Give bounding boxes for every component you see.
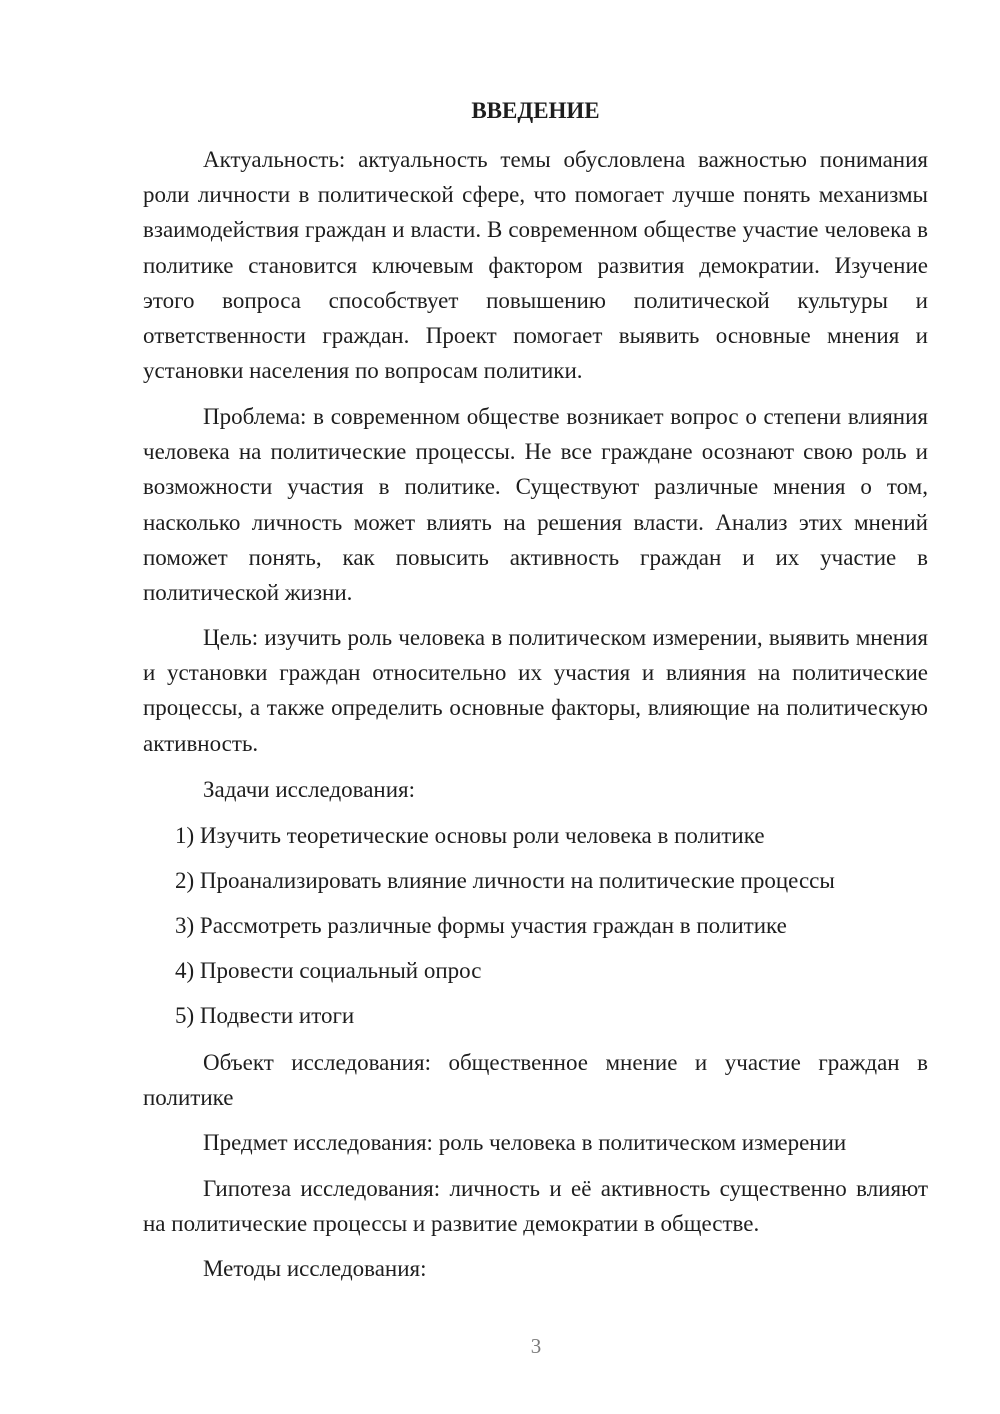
task-item: 4) Провести социальный опрос [175,958,482,983]
hypothesis-paragraph: Гипотеза исследования: личность и её активность существенно влияют на политические процессы и развитие демократии в обществе. [143,1176,928,1237]
tasks-heading: Задачи исследования: [203,777,416,802]
section-title: ВВЕДЕНИЕ [471,98,600,123]
subject-paragraph: Предмет исследования: роль человека в политическом измерении [203,1130,847,1155]
task-item: 2) Проанализировать влияние личности на политические процессы [175,868,835,893]
task-item: 1) Изучить теоретические основы роли человека в политике [175,823,765,848]
object-paragraph: Объект исследования: общественное мнение и участие граждан в политике [143,1050,928,1111]
problem-paragraph: Проблема: в современном обществе возникает вопрос о степени влияния человека на политические процессы. Не все граждане осознают свою роль и возможности участия в политике. Существуют различные мнения о том, насколько личность может влиять на решения власти. Анализ этих мнений поможет понять, как повысить активность граждан и их участие в политической жизни. [143,404,928,606]
goal-paragraph: Цель: изучить роль человека в политическом измерении, выявить мнения и установки граждан относительно их участия и влияния на политические процессы, а также определить основные факторы, влияющие на политическую активность. [143,625,928,756]
relevance-paragraph: Актуальность: актуальность темы обусловлена важностью понимания роли личности в политической сфере, что помогает лучше понять механизмы взаимодействия граждан и власти. В современном обществе участие человека в политике становится ключевым фактором развития демократии. Изучение этого вопроса способствует повышению политической культуры и ответственности граждан. Проект помогает выявить основные мнения и установки населения по вопросам политики. [143,147,928,384]
task-item: 3) Рассмотреть различные формы участия граждан в политике [175,913,787,938]
methods-heading: Методы исследования: [203,1256,427,1281]
page-number: 3 [530,1334,542,1358]
task-item: 5) Подвести итоги [175,1003,355,1028]
